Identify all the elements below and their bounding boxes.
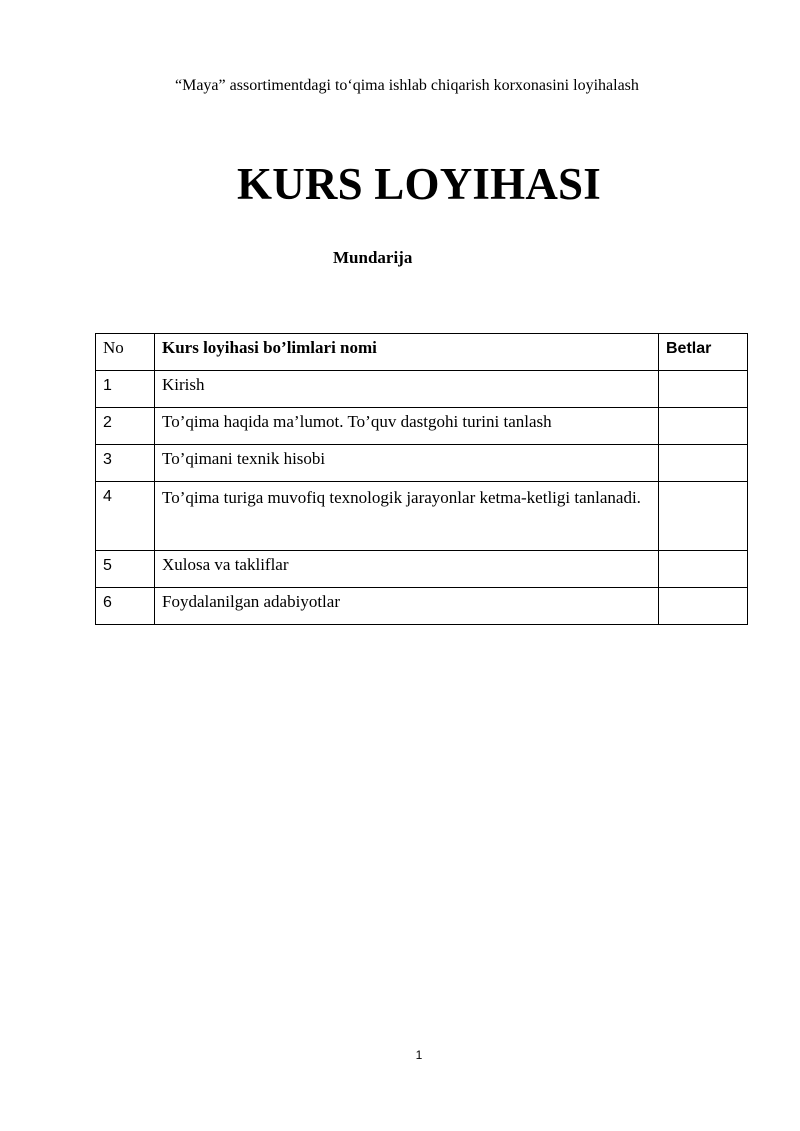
table-row <box>96 408 748 445</box>
column-header-pages <box>659 334 748 371</box>
row-number: 4 <box>103 488 112 505</box>
row-number-cell <box>96 588 155 625</box>
table-row <box>96 445 748 482</box>
table-header-row <box>96 334 748 371</box>
table-row <box>96 371 748 408</box>
row-title: To’qimani texnik hisobi <box>155 445 659 482</box>
row-title: Xulosa va takliflar <box>155 551 659 588</box>
row-pages <box>659 371 748 408</box>
row-title: Foydalanilgan adabiyotlar <box>155 588 659 625</box>
row-title: Kirish <box>155 371 659 408</box>
row-number-cell <box>96 445 155 482</box>
document-header-line: “Maya” assortimentdagi to‘qima ishlab chiqarish korxonasini loyihalash <box>175 77 639 94</box>
column-header-pages-label: Betlar <box>666 340 712 357</box>
row-pages <box>659 551 748 588</box>
row-number: 1 <box>103 377 112 394</box>
column-header-name: Kurs loyihasi bo’limlari nomi <box>155 334 659 371</box>
row-pages <box>659 482 748 551</box>
table-row <box>96 588 748 625</box>
table-of-contents <box>95 333 748 625</box>
table-row <box>96 482 748 551</box>
row-pages <box>659 408 748 445</box>
row-number: 2 <box>103 414 112 431</box>
row-pages <box>659 588 748 625</box>
row-number: 5 <box>103 557 112 574</box>
row-number: 3 <box>103 451 112 468</box>
row-number: 6 <box>103 594 112 611</box>
toc-heading: Mundarija <box>333 248 413 267</box>
row-pages <box>659 445 748 482</box>
row-title: To’qima turiga muvofiq texnologik jarayonlar ketma-ketligi tanlanadi. <box>155 482 659 551</box>
row-number-cell <box>96 408 155 445</box>
row-number-cell <box>96 551 155 588</box>
row-number-cell <box>96 482 155 551</box>
column-header-no: No <box>96 334 155 371</box>
page-number: 1 <box>415 1048 423 1062</box>
row-number-cell <box>96 371 155 408</box>
page-title: KURS LOYIHASI <box>237 159 601 209</box>
row-title: To’qima haqida ma’lumot. To’quv dastgohi turini tanlash <box>155 408 659 445</box>
table-row <box>96 551 748 588</box>
